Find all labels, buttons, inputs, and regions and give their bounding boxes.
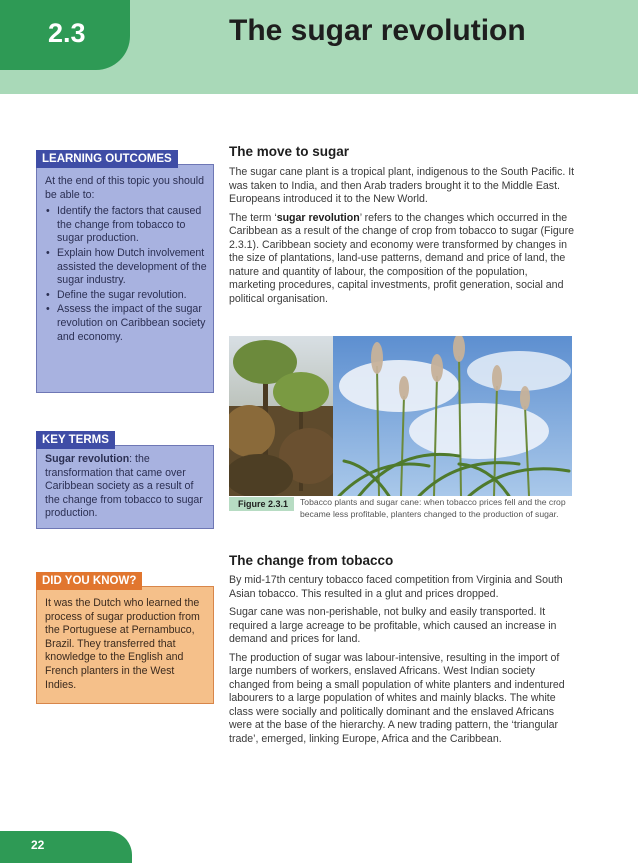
paragraph: Sugar cane was non-perishable, not bulky and easily transported. It required a large acreage to be profitable, which caused an increase in demand and prices for land. — [229, 606, 557, 645]
page-number: 22 — [31, 838, 45, 852]
list-item — [45, 205, 207, 246]
bullet-icon: • — [46, 205, 50, 218]
paragraph: By mid-17th century tobacco faced competition from Virginia and South Asian tobacco. This resulted in a glut and prices dropped. — [229, 574, 563, 600]
figure-label: Figure 2.3.1 — [229, 497, 294, 511]
tobacco-photo — [229, 336, 339, 496]
key-terms-box — [36, 434, 214, 529]
bullet-icon: • — [46, 303, 50, 316]
bullet-icon: • — [46, 246, 50, 259]
paragraph-text: ’ refers to the changes which occurred in the Caribbean as a result of the change of crop from tobacco to sugar (Figure 2.3.1). Caribbean society and economy were transformed by changes in the size of plantations, land-use patterns, demand and price of land, the nature and quantity of labour, the composition of the population, marketing procedures, capital investments, profit generation, social and political organisation. — [229, 211, 575, 305]
key-term-text: : the transformation that came over Caribbean society as a result of the change from tobacco to sugar production. — [45, 453, 203, 520]
paragraph: The sugar cane plant is a tropical plant, indigenous to the South Pacific. It was taken to India, and then Arab traders brought it to the Middle East. Europeans introduced it to the New World. — [229, 166, 575, 205]
learning-outcomes-box — [36, 153, 214, 393]
figure-caption: Tobacco plants and sugar cane: when tobacco prices fell and the crop became less profitable, planters changed to the production of sugar. — [300, 497, 566, 519]
did-you-know-box — [36, 575, 214, 704]
bullet-icon: • — [46, 288, 50, 301]
paragraph — [229, 212, 577, 307]
list-item-text: Explain how Dutch involvement assisted the development of the sugar industry. — [57, 246, 207, 287]
did-you-know-heading: DID YOU KNOW? — [36, 572, 142, 590]
key-term-definition — [45, 453, 207, 521]
footer-tab — [0, 831, 132, 863]
section-change-from-tobacco — [229, 553, 577, 751]
key-term: Sugar revolution — [45, 453, 130, 465]
list-item — [45, 247, 207, 288]
paragraph-text: The term ‘ — [229, 211, 277, 224]
list-item-text: Identify the factors that caused the change from tobacco to sugar production. — [57, 205, 202, 245]
key-terms-heading: KEY TERMS — [36, 431, 115, 449]
section-number: 2.3 — [48, 18, 86, 48]
list-item-text: Assess the impact of the sugar revolution on Caribbean society and economy. — [57, 303, 206, 343]
sugar-cane-photo — [333, 336, 572, 496]
list-item — [45, 303, 207, 344]
list-item — [45, 289, 207, 303]
list-item-text: Define the sugar revolution. — [57, 288, 187, 301]
learning-outcomes-intro: At the end of this topic you should be able to: — [45, 175, 205, 201]
section-move-to-sugar — [229, 144, 577, 311]
did-you-know-text: It was the Dutch who learned the process of sugar production from the Portuguese at Pernambuco, Brazil. They transferred that knowledge to the English and French planters in the West Indies. — [45, 597, 200, 691]
figure-photo — [229, 336, 572, 496]
section-heading: The change from tobacco — [229, 553, 394, 568]
section-heading: The move to sugar — [229, 144, 350, 159]
glossary-term: sugar revolution — [276, 211, 360, 224]
paragraph: The production of sugar was labour-intensive, resulting in the import of large numbers of workers, enslaved Africans. West Indian society changed from being a small population of white planters and indentured labourers to a large population of whites and mainly blacks. The white class were socially and politically dominant and the enslaved Africans were at the base of the hierarchy. A new trading pattern, the ‘triangular trade’, emerged, linking Europe, Africa and the Caribbean. — [229, 651, 565, 745]
learning-outcomes-heading: LEARNING OUTCOMES — [36, 150, 178, 168]
learning-outcomes-list — [45, 205, 207, 344]
page-title: The sugar revolution — [229, 14, 526, 47]
